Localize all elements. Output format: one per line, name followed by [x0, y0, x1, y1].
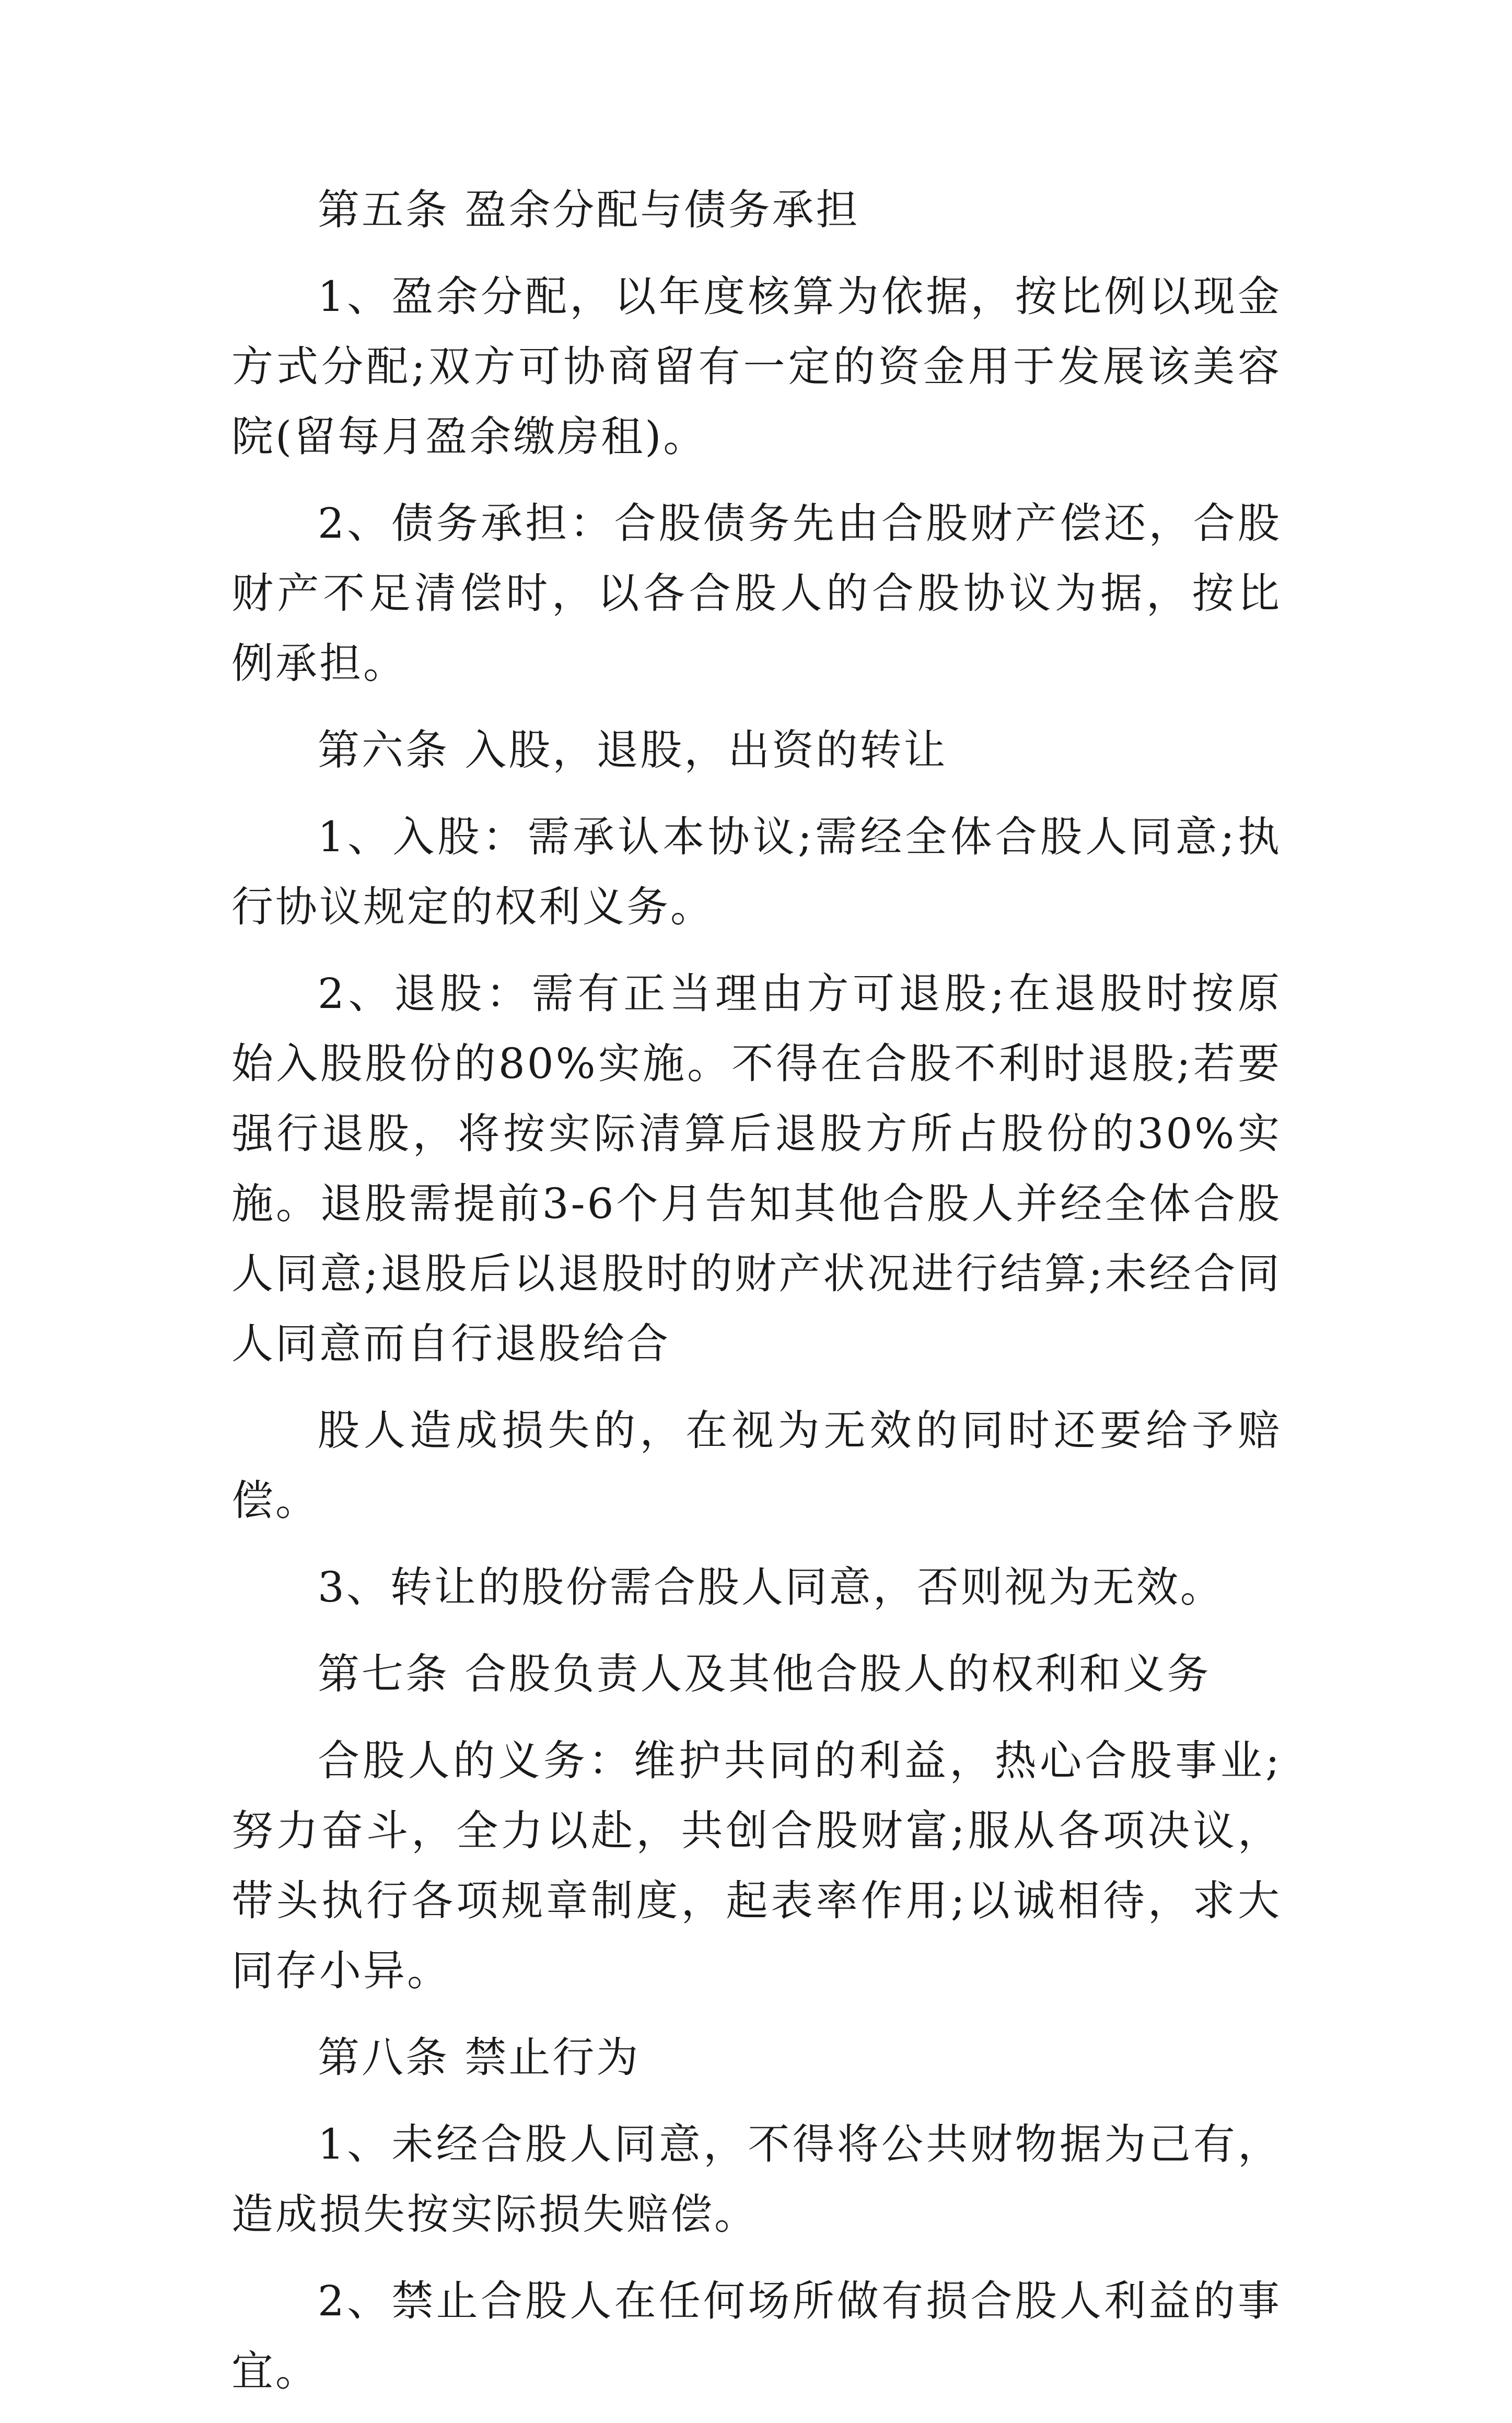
article-6-heading: 第六条 入股，退股，出资的转让	[318, 726, 948, 774]
article-5-clause-2: 2、债务承担：合股债务先由合股财产偿还，合股财产不足清偿时，以各合股人的合股协议为据，按比例承担。	[231, 499, 1282, 688]
article-5-heading: 第五条 盈余分配与债务承担	[318, 186, 860, 234]
article-6-clause-3: 3、转让的股份需合股人同意，否则视为无效。	[318, 1563, 1224, 1612]
article-8-clause-1: 1、未经合股人同意，不得将公共财物据为己有，造成损失按实际损失赔偿。	[231, 2120, 1282, 2239]
article-7-heading: 第七条 合股负责人及其他合股人的权利和义务	[318, 1650, 1211, 1698]
article-5-clause-1: 1、盈余分配，以年度核算为依据，按比例以现金方式分配;双方可协商留有一定的资金用于发展该美容院(留每月盈余缴房租)。	[231, 272, 1282, 461]
article-7-clause-1: 合股人的义务：维护共同的利益，热心合股事业;努力奋斗，全力以赴，共创合股财富;服从各项决议，带头执行各项规章制度，起表率作用;以诚相待，求大同存小异。	[231, 1736, 1282, 1995]
article-8-clause-2: 2、禁止合股人在任何场所做有损合股人利益的事宜。	[231, 2277, 1282, 2395]
article-8-heading: 第八条 禁止行为	[318, 2033, 641, 2082]
article-6-clause-2-continued: 股人造成损失的，在视为无效的同时还要给予赔偿。	[231, 1406, 1282, 1525]
article-6-clause-1: 1、入股：需承认本协议;需经全体合股人同意;执行协议规定的权利义务。	[231, 813, 1282, 931]
article-6-clause-2: 2、退股：需有正当理由方可退股;在退股时按原始入股股份的80%实施。不得在合股不利时退股;若要强行退股，将按实际清算后退股方所占股份的30%实施。退股需提前3-6个月告知其他合股人并经全体合股人同意;退股后以退股时的财产状况进行结算;未经合同人同意而自行退股给合	[231, 969, 1282, 1368]
document-body	[231, 175, 1282, 2423]
